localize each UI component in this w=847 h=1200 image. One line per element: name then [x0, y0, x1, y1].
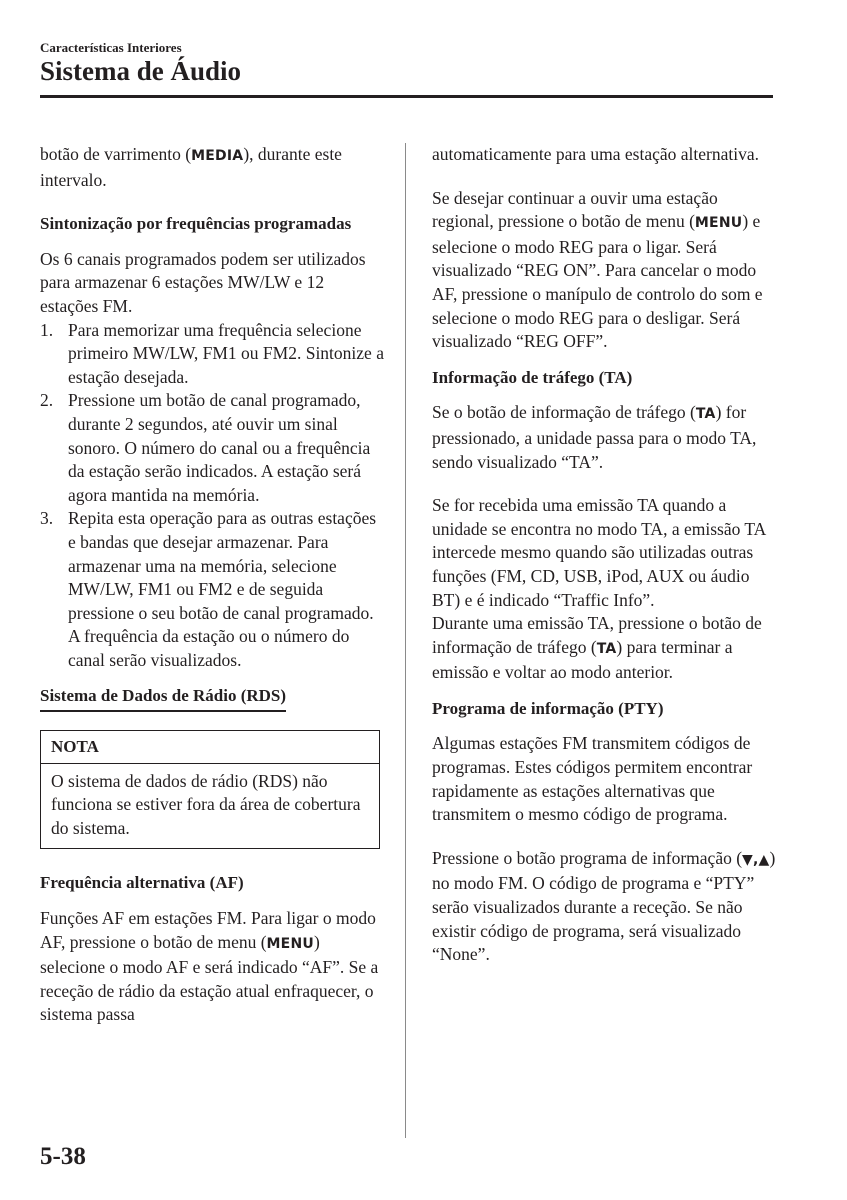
right-column: [432, 143, 777, 967]
reg-paragraph: Se desejar continuar a ouvir uma estação regional, pressione o botão de menu (MENU) e selecione o modo REG para o ligar. Será visualizado “REG ON”. Para cancelar o modo AF, pressione o manípulo de controlo do som e selecione o modo REG para o desligar. Será visualizado “REG OFF”.: [432, 187, 763, 352]
pty-usage-paragraph: Pressione o botão programa de informação (▼,▲) no modo FM. O código de programa e “PTY” serão visualizados durante a receção. Se não existir código de programa, será visualizado “None”.: [432, 847, 776, 965]
presets-paragraph: Os 6 canais programados podem ser utilizados para armazenar 6 estações MW/LW e 12 estações FM.: [40, 248, 366, 316]
ta-button-label: TA: [695, 406, 716, 423]
note-text: O sistema de dados de rádio (RDS) não funciona se estiver fora da área de cobertura do sistema.: [51, 770, 361, 838]
menu-button-label: MENU: [694, 215, 743, 232]
pty-paragraph: Algumas estações FM transmitem códigos de programas. Estes códigos permitem encontrar rapidamente as estações alternativas que transmitem o mesmo código de programa.: [432, 733, 753, 825]
presets-heading: Sintonização por frequências programadas: [40, 214, 352, 234]
af-continued-paragraph: automaticamente para uma estação alternativa.: [432, 144, 759, 164]
list-item: 3. Repita esta operação para as outras estações e bandas que desejar armazenar. Para armazenar uma na memória, selecione MW/LW, FM1 ou FM2 e de seguida pressione o seu botão de canal programado. A frequência da estação ou o número do canal serão visualizados.: [40, 508, 377, 670]
column-divider: [405, 143, 406, 1138]
note-label: NOTA: [41, 731, 379, 764]
ta-broadcast-paragraph: Se for recebida uma emissão TA quando a unidade se encontra no modo TA, a emissão TA intercede mesmo quando são utilizadas outras funções (FM, CD, USB, iPod, AUX ou áudio BT) e é indicado “Traffic Info”.: [432, 495, 766, 610]
pty-heading: Programa de informação (PTY): [432, 698, 664, 718]
intro-paragraph: botão de varrimento (MEDIA), durante este intervalo.: [40, 144, 342, 190]
list-item: 2. Pressione um botão de canal programado, durante 2 segundos, até ouvir um sinal sonoro. O número do canal ou a frequência da estação serão indicados. A estação será agora mantida na memória.: [40, 390, 371, 505]
ta-heading: Informação de tráfego (TA): [432, 367, 633, 387]
note-box: [40, 730, 380, 849]
af-heading: Frequência alternativa (AF): [40, 873, 244, 893]
header-divider: [40, 95, 773, 98]
arrow-buttons-icon: ▼,▲: [742, 851, 770, 868]
presets-steps-list: [40, 319, 385, 673]
left-column: [40, 143, 385, 1027]
section-label: Características Interiores: [40, 40, 182, 55]
af-paragraph: Funções AF em estações FM. Para ligar o modo AF, pressione o botão de menu (MENU) selecione o modo AF e será indicado “AF”. Se a receção de rádio da estação atual enfraquecer, o sistema passa: [40, 908, 379, 1025]
page-number: 5-38: [40, 1143, 86, 1170]
ta-paragraph: Se o botão de informação de tráfego (TA) for pressionado, a unidade passa para o modo TA, sendo visualizado “TA”.: [432, 402, 757, 472]
list-item: 1. Para memorizar uma frequência selecione primeiro MW/LW, FM1 ou FM2. Sintonize a estação desejada.: [40, 319, 384, 387]
media-button-label: MEDIA: [191, 148, 244, 164]
ta-button-label: TA: [596, 640, 617, 657]
ta-cancel-paragraph: Durante uma emissão TA, pressione o botão de informação de tráfego (TA) para terminar a emissão e voltar ao modo anterior.: [432, 613, 762, 683]
rds-heading: Sistema de Dados de Rádio (RDS): [40, 684, 385, 712]
menu-button-label: MENU: [266, 935, 314, 952]
page-title: Sistema de Áudio: [40, 56, 242, 86]
